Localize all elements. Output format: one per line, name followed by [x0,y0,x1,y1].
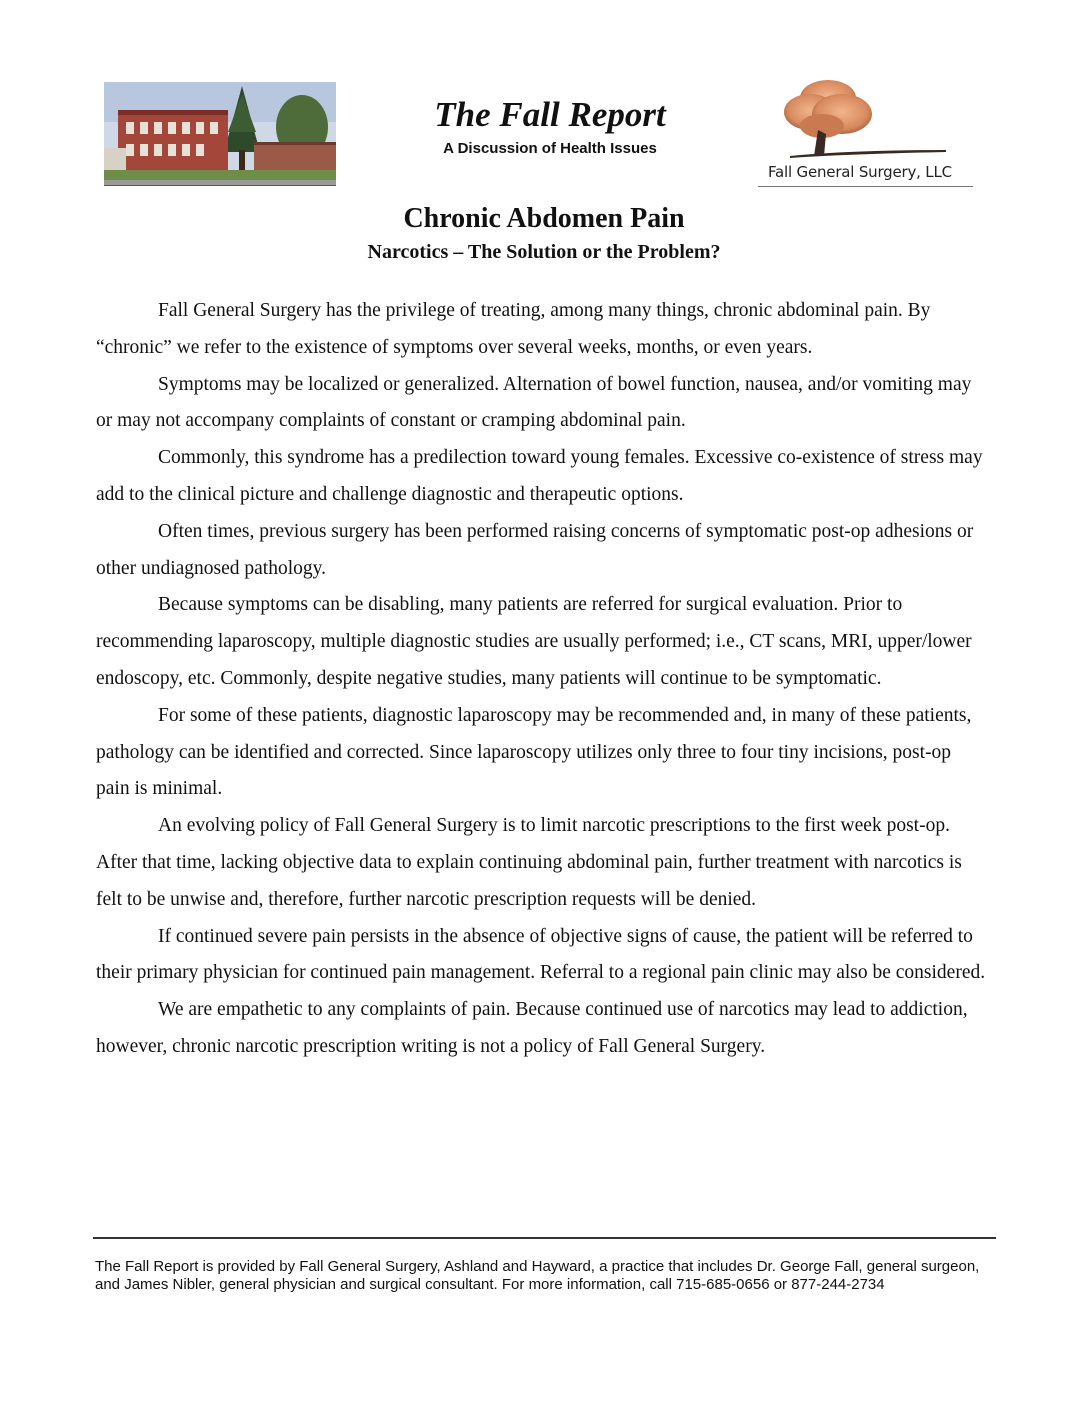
masthead [0,0,1088,200]
footer-divider [93,1237,996,1239]
paragraph: Fall General Surgery has the privilege of treating, among many things, chronic abdominal pain. By “chronic” we refer to the existence of symptoms over several weeks, months, or even years. [96,300,931,358]
paragraph: Commonly, this syndrome has a predilection toward young females. Excessive co-existence of stress may add to the clinical picture and challenge diagnostic and therapeutic options. [96,447,983,505]
article-title: Chronic Abdomen Pain [403,203,685,234]
header-rule-right [758,186,973,187]
article-body [96,293,988,1066]
header-rule-left [104,185,336,186]
clinic-building-photo [104,82,336,186]
brand-name: Fall General Surgery, LLC [768,163,952,181]
paragraph: An evolving policy of Fall General Surgery is to limit narcotic prescriptions to the first week post-op. After that time, lacking objective data to explain continuing abdominal pain, further treatment with narcotics is felt to be unwise and, therefore, further narcotic prescription requests will be denied. [96,815,962,910]
paragraph: Often times, previous surgery has been performed raising concerns of symptomatic post-op adhesions or other undiagnosed pathology. [96,520,974,579]
paragraph: If continued severe pain persists in the absence of objective signs of cause, the patient will be referred to their primary physician for continued pain management. Referral to a regional pain clinic may also be considered. [96,925,986,984]
paragraph: Symptoms may be localized or generalized. Alternation of bowel function, nausea, and/or vomiting may or may not accompany complaints of constant or cramping abdominal pain. [96,373,972,432]
masthead-title: The Fall Report [434,95,666,134]
paragraph: For some of these patients, diagnostic laparoscopy may be recommended and, in many of these patients, pathology can be identified and corrected. Since laparoscopy utilizes only three to four tiny incisions, post-op pain is minimal. [96,704,972,800]
paragraph: Because symptoms can be disabling, many patients are referred for surgical evaluation. Prior to recommending laparoscopy, multiple diagnostic studies are usually performed; i.e., CT scans, MRI, upper/lower endoscopy, etc. Commonly, despite negative studies, many patients will continue to be symptomatic. [96,594,972,689]
footer-note: The Fall Report is provided by Fall General Surgery, Ashland and Hayward, a practice that includes Dr. George Fall, general surgeon, and James Nibler, general physician and surgical consultant. For more information, call 715-685-0656 or 877-244-2734 [95,1258,980,1293]
paragraph: We are empathetic to any complaints of pain. Because continued use of narcotics may lead to addiction, however, chronic narcotic prescription writing is not a policy of Fall General Surgery. [96,999,968,1057]
masthead-subtitle: A Discussion of Health Issues [443,140,657,157]
article-subtitle: Narcotics – The Solution or the Problem? [367,241,721,263]
tree-logo-icon [770,78,950,168]
